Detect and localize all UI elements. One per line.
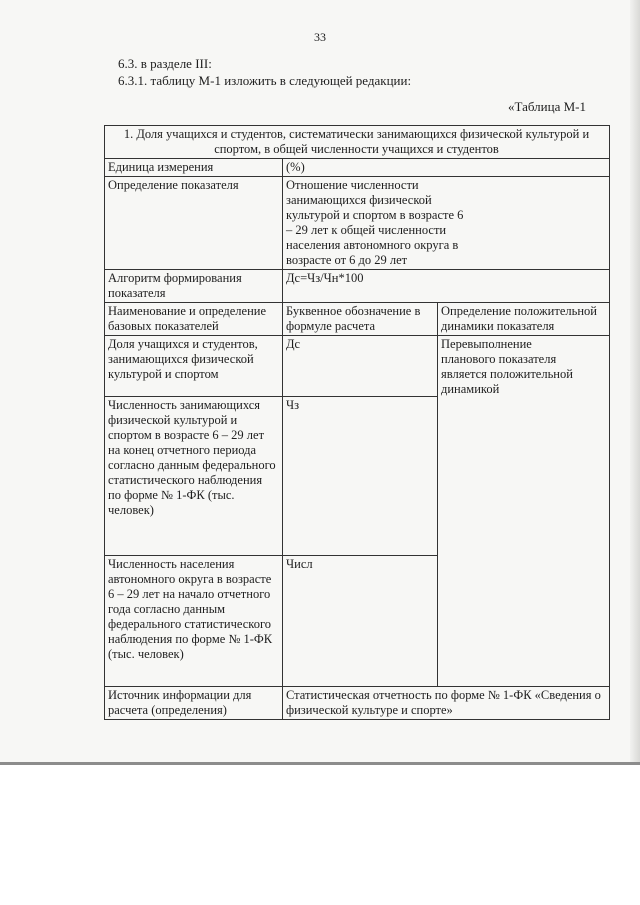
header-symbol: Буквенное обозначение в формуле расчета	[283, 303, 438, 336]
algorithm-value: Дс=Чз/Чн*100	[283, 270, 610, 303]
table-title-row	[105, 126, 610, 159]
row-name: Доля учащихся и студентов, занимающихся физической культурой и спортом	[105, 336, 283, 397]
header-dynamics: Определение положительной динамики показателя	[438, 303, 610, 336]
page-number: 33	[314, 30, 326, 44]
definition-value: Отношение численности занимающихся физической культурой и спортом в возрасте 6 – 29 лет к общей численности населения автономного округа в возрасте от 6 до 29 лет	[283, 177, 610, 270]
table-row	[105, 336, 610, 397]
unit-label: Единица измерения	[105, 159, 283, 177]
source-row	[105, 687, 610, 720]
source-value: Статистическая отчетность по форме № 1-ФК «Сведения о физической культуре и спорте»	[283, 687, 610, 720]
header-name: Наименование и определение базовых показателей	[105, 303, 283, 336]
intro-line-table-edit: 6.3.1. таблицу М-1 изложить в следующей редакции:	[118, 73, 412, 88]
algorithm-row	[105, 270, 610, 303]
indicator-table	[104, 125, 610, 720]
row-name: Численность населения автономного округа в возрасте 6 – 29 лет на начало отчетного года согласно данным федерального статистического наблюдения по форме № 1-ФК (тыс. человек)	[105, 556, 283, 687]
definition-row	[105, 177, 610, 270]
source-label: Источник информации для расчета (определения)	[105, 687, 283, 720]
dynamics-value: Перевыполнение планового показателя является положительной динамикой	[438, 336, 610, 687]
row-symbol: Дс	[283, 336, 438, 397]
unit-value: (%)	[283, 159, 610, 177]
table-caption: «Таблица М-1	[508, 99, 586, 114]
unit-row	[105, 159, 610, 177]
base-indicators-header-row	[105, 303, 610, 336]
row-name: Численность занимающихся физической культурой и спортом в возрасте 6 – 29 лет на конец отчетного периода согласно данным федерального статистического наблюдения по форме № 1-ФК (тыс. человек)	[105, 397, 283, 556]
algorithm-label: Алгоритм формирования показателя	[105, 270, 283, 303]
definition-label: Определение показателя	[105, 177, 283, 270]
intro-line-section: 6.3. в разделе III:	[118, 56, 212, 71]
row-symbol: Чз	[283, 397, 438, 556]
table-title: 1. Доля учащихся и студентов, систематически занимающихся физической культурой и спортом, в общей численности учащихся и студентов	[105, 126, 610, 159]
row-symbol: Числ	[283, 556, 438, 687]
scan-edge-shadow	[630, 0, 640, 764]
scan-bottom-edge	[0, 762, 640, 765]
